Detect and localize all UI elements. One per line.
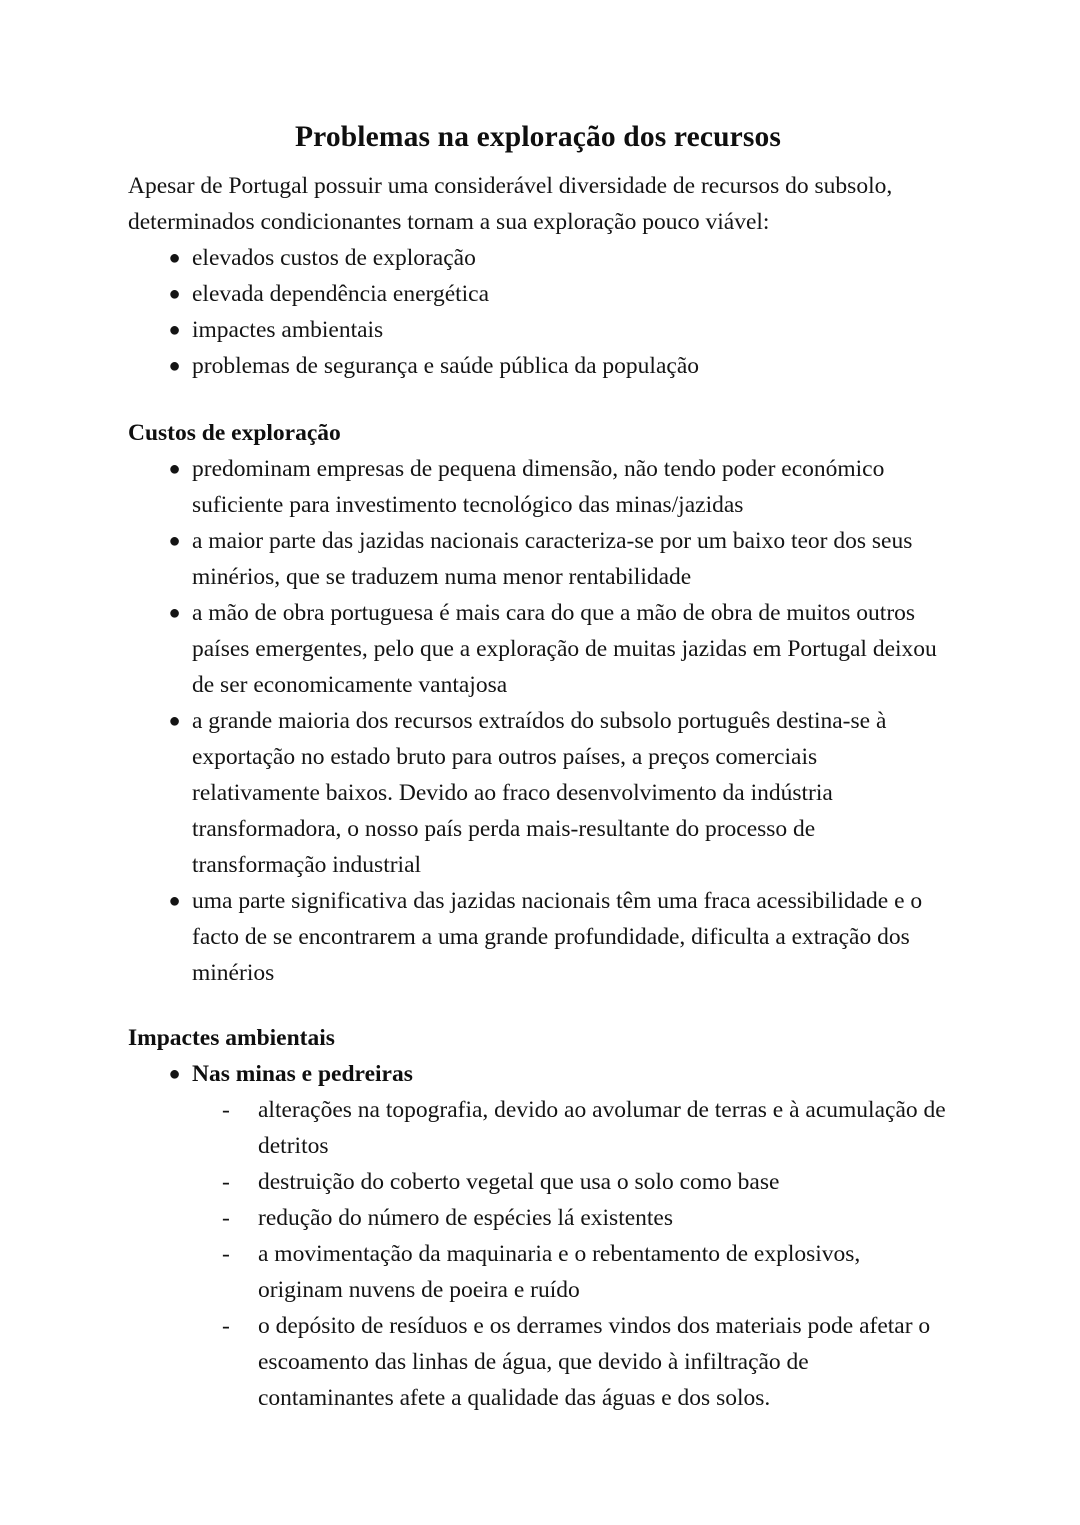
bullet-icon: ● — [168, 457, 181, 480]
section-heading-custos: Custos de exploração — [128, 419, 341, 446]
intro-paragraph: Apesar de Portugal possuir uma considerável diversidade de recursos do subsolo, determinados condicionantes tornam a sua exploração pouco viável: — [128, 172, 893, 235]
bullet-icon: ● — [168, 318, 181, 341]
list-item-text: a mão de obra portuguesa é mais cara do que a mão de obra de muitos outros países emergentes, pelo que a exploração de muitas jazidas em Portugal deixou de ser economicamente vantajosa — [192, 599, 937, 698]
bullet-icon: ● — [168, 246, 181, 269]
list-item — [128, 523, 948, 595]
bullet-icon: ● — [168, 709, 181, 732]
list-item — [128, 1200, 948, 1236]
section-heading-impactes: Impactes ambientais — [128, 1024, 335, 1051]
dash-icon: - — [222, 1204, 230, 1231]
list-item-text: destruição do coberto vegetal que usa o solo como base — [258, 1168, 780, 1195]
list-item — [128, 1236, 948, 1308]
minas-pedreiras-sublist — [128, 1092, 948, 1416]
list-item — [128, 1056, 948, 1092]
list-item-text: elevada dependência energética — [192, 280, 490, 307]
list-item — [128, 1092, 948, 1164]
list-item — [128, 595, 948, 703]
dash-icon: - — [222, 1096, 230, 1123]
list-item — [128, 451, 948, 523]
bullet-icon: ● — [168, 529, 181, 552]
intro-bullet-list — [128, 240, 948, 384]
section-spacer — [128, 384, 948, 415]
list-item — [128, 312, 948, 348]
list-item-text: impactes ambientais — [192, 316, 384, 343]
list-item-text: predominam empresas de pequena dimensão, não tendo poder económico suficiente para investimento tecnológico das minas/jazidas — [192, 455, 885, 518]
impactes-bullet-list — [128, 1056, 948, 1092]
bullet-icon: ● — [168, 601, 181, 624]
list-item-text: redução do número de espécies lá existentes — [258, 1204, 674, 1231]
custos-bullet-list — [128, 451, 948, 991]
list-item — [128, 276, 948, 312]
bullet-icon: ● — [168, 1062, 181, 1085]
subgroup-label: Nas minas e pedreiras — [192, 1060, 413, 1087]
list-item — [128, 883, 948, 991]
dash-icon: - — [222, 1168, 230, 1195]
list-item — [128, 1164, 948, 1200]
list-item — [128, 703, 948, 883]
list-item-text: a grande maioria dos recursos extraídos do subsolo português destina-se à exportação no estado bruto para outros países, a preços comerciais relativamente baixos. Devido ao fraco desenvolvimento da indústria transformadora, o nosso país perda mais-resultante do processo de transformação industrial — [192, 707, 887, 878]
list-item-text: uma parte significativa das jazidas nacionais têm uma fraca acessibilidade e o facto de se encontrarem a uma grande profundidade, dificulta a extração dos minérios — [192, 887, 923, 986]
list-item — [128, 1308, 948, 1416]
list-item-text: o depósito de resíduos e os derrames vindos dos materiais pode afetar o escoamento das linhas de água, que devido à infiltração de contaminantes afete a qualidade das águas e dos solos. — [258, 1312, 931, 1411]
bullet-icon: ● — [168, 889, 181, 912]
document-content — [128, 120, 948, 1416]
list-item-text: elevados custos de exploração — [192, 244, 476, 271]
list-item — [128, 240, 948, 276]
section-spacer — [128, 991, 948, 1020]
list-item-text: alterações na topografia, devido ao avolumar de terras e à acumulação de detritos — [258, 1096, 946, 1159]
bullet-icon: ● — [168, 354, 181, 377]
list-item-text: problemas de segurança e saúde pública da população — [192, 352, 699, 379]
list-item-text: a maior parte das jazidas nacionais caracteriza-se por um baixo teor dos seus minérios, que se traduzem numa menor rentabilidade — [192, 527, 913, 590]
list-item — [128, 348, 948, 384]
dash-icon: - — [222, 1312, 230, 1339]
bullet-icon: ● — [168, 282, 181, 305]
list-item-text: a movimentação da maquinaria e o rebentamento de explosivos, originam nuvens de poeira e ruído — [258, 1240, 861, 1303]
page-title: Problemas na exploração dos recursos — [294, 121, 782, 153]
dash-icon: - — [222, 1240, 230, 1267]
